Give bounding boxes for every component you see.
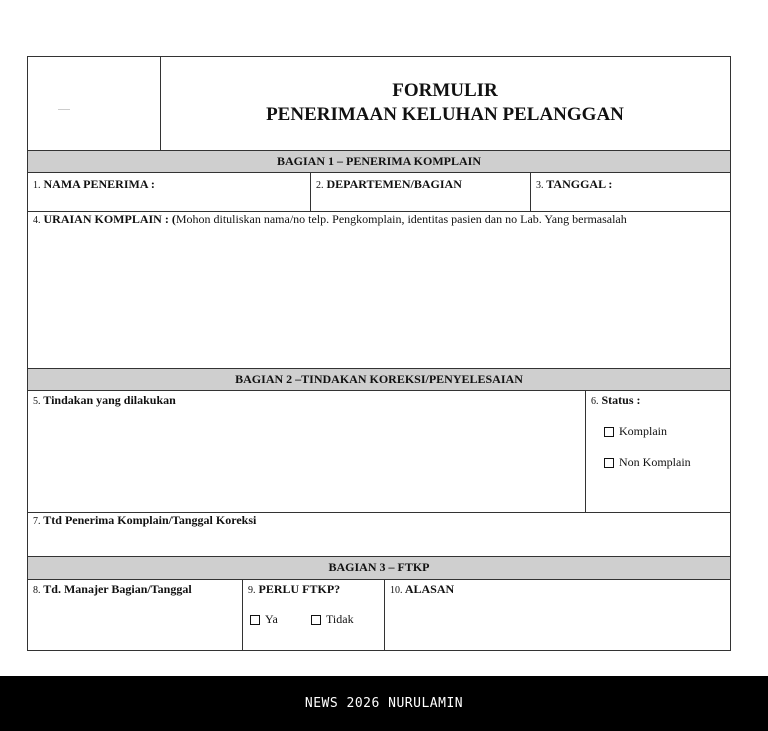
label-perlu-ftkp: 9. PERLU FTKP?: [248, 582, 341, 596]
label-tanggal: 3. TANGGAL :: [536, 177, 613, 191]
checkbox-ya[interactable]: Ya: [250, 612, 278, 627]
footer-banner: NEWS 2026 NURULAMIN: [0, 676, 768, 731]
label-ttd-manajer: 8. Td. Manajer Bagian/Tanggal: [33, 582, 192, 596]
checkbox-icon[interactable]: [604, 458, 614, 468]
logo-mark: [58, 109, 70, 110]
checkbox-non-komplain[interactable]: Non Komplain: [604, 455, 691, 470]
field-uraian-komplain[interactable]: [27, 211, 731, 369]
label-alasan: 10. ALASAN: [390, 582, 455, 596]
field-tindakan[interactable]: [27, 390, 586, 513]
checkbox-komplain[interactable]: Komplain: [604, 424, 667, 439]
label-departemen: 2. DEPARTEMEN/BAGIAN: [316, 177, 462, 191]
checkbox-icon[interactable]: [250, 615, 260, 625]
section3-header: BAGIAN 3 – FTKP: [27, 556, 731, 580]
label-ttd-penerima: 7. Ttd Penerima Komplain/Tanggal Koreksi: [33, 513, 257, 527]
checkbox-icon[interactable]: [604, 427, 614, 437]
logo-cell: [27, 56, 161, 151]
checkbox-icon[interactable]: [311, 615, 321, 625]
section1-header: BAGIAN 1 – PENERIMA KOMPLAIN: [27, 150, 731, 173]
label-nama-penerima: 1. NAMA PENERIMA :: [33, 177, 155, 191]
section2-header: BAGIAN 2 –TINDAKAN KOREKSI/PENYELESAIAN: [27, 368, 731, 391]
field-status: [585, 390, 731, 513]
label-tindakan: 5. Tindakan yang dilakukan: [33, 393, 176, 407]
checkbox-tidak[interactable]: Tidak: [311, 612, 354, 627]
form-title-line2: PENERIMAAN KELUHAN PELANGGAN: [266, 104, 624, 125]
label-uraian-komplain: 4. URAIAN KOMPLAIN : (Mohon dituliskan nama/no telp. Pengkomplain, identitas pasien dan no Lab. Yang bermasalah: [33, 212, 627, 226]
label-status: 6. Status :: [591, 393, 641, 407]
form-title-line1: FORMULIR: [392, 80, 498, 101]
